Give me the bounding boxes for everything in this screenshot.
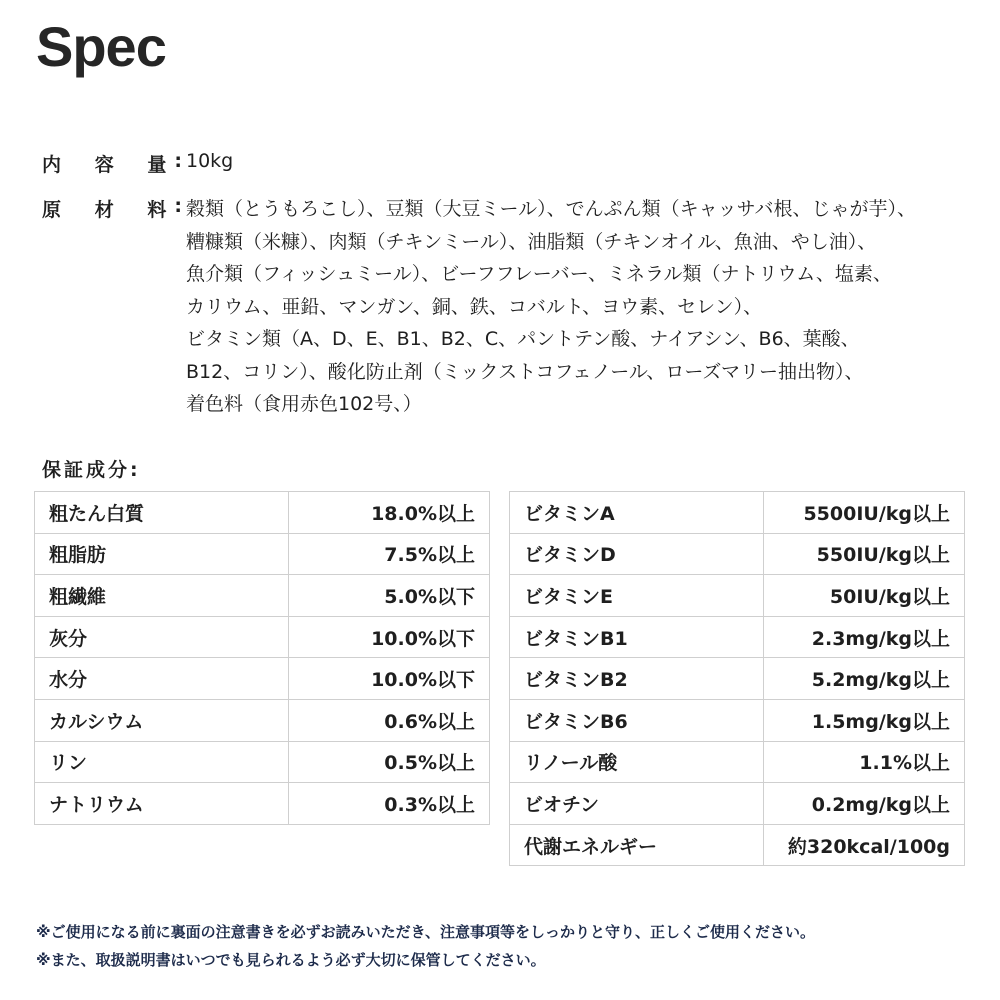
nutrient-name: リン xyxy=(35,741,289,783)
table-row xyxy=(510,741,965,783)
table-row xyxy=(35,492,490,534)
nutrient-value: 2.3mg/kg以上 xyxy=(764,616,965,658)
ingredients-line: 魚介類（フィッシュミール）、ビーフフレーバー、ミネラル類（ナトリウム、塩素、 xyxy=(186,263,892,285)
content-value: 10kg xyxy=(186,150,234,172)
table-row xyxy=(35,783,490,825)
table-row xyxy=(35,741,490,783)
ingredients-line: ビタミン類（A、D、E、B1、B2、C、パントテン酸、ナイアシン、B6、葉酸、 xyxy=(186,328,860,350)
nutrient-value: 5500IU/kg以上 xyxy=(764,492,965,534)
usage-notes xyxy=(36,918,815,974)
table-row xyxy=(35,575,490,617)
page-title: Spec xyxy=(36,15,166,78)
table-row xyxy=(35,699,490,741)
nutrient-name: リノール酸 xyxy=(510,741,764,783)
table-row xyxy=(510,658,965,700)
nutrient-value: 10.0%以下 xyxy=(289,616,490,658)
nutrient-name: ビオチン xyxy=(510,783,764,825)
table-row xyxy=(510,824,965,866)
nutrient-value: 1.5mg/kg以上 xyxy=(764,699,965,741)
nutrient-value: 0.5%以上 xyxy=(289,741,490,783)
nutrient-name: 粗たん白質 xyxy=(35,492,289,534)
table-row xyxy=(510,699,965,741)
nutrient-table-left xyxy=(34,491,490,825)
nutrient-table-right xyxy=(509,491,965,866)
nutrient-value: 7.5%以上 xyxy=(289,533,490,575)
table-row xyxy=(510,575,965,617)
note-line: ※ご使用になる前に裏面の注意書きを必ずお読みいただき、注意事項等をしっかりと守り、正しくご使用ください。 xyxy=(36,923,815,941)
ingredients-line: 着色料（食用赤色102号、） xyxy=(186,393,422,415)
nutrient-name: 粗脂肪 xyxy=(35,533,289,575)
table-row xyxy=(510,616,965,658)
table-row xyxy=(35,658,490,700)
label-char: 内 xyxy=(42,154,62,176)
content-label: 内 容 量 : xyxy=(42,150,182,176)
nutrient-value: 1.1%以上 xyxy=(764,741,965,783)
label-char: 料 xyxy=(147,199,167,221)
label-char: 容 xyxy=(94,154,114,176)
nutrient-name: 粗繊維 xyxy=(35,575,289,617)
nutrient-name: 水分 xyxy=(35,658,289,700)
ingredients-line: 穀類（とうもろこし）、豆類（大豆ミール）、でんぷん類（キャッサバ根、じゃが芋）、 xyxy=(186,198,916,220)
label-char: 量 xyxy=(147,154,167,176)
nutrient-name: ビタミンD xyxy=(510,533,764,575)
ingredients-list xyxy=(186,193,986,421)
nutrient-value: 0.6%以上 xyxy=(289,699,490,741)
nutrient-value: 50IU/kg以上 xyxy=(764,575,965,617)
nutrient-value: 0.2mg/kg以上 xyxy=(764,783,965,825)
nutrient-name: ビタミンB2 xyxy=(510,658,764,700)
nutrient-value: 5.0%以下 xyxy=(289,575,490,617)
note-line: ※また、取扱説明書はいつでも見られるよう必ず大切に保管してください。 xyxy=(36,951,546,969)
nutrient-value: 18.0%以上 xyxy=(289,492,490,534)
ingredients-label-text xyxy=(42,195,172,222)
ingredients-label: 原 材 料 : xyxy=(42,195,182,221)
nutrient-name: 代謝エネルギー xyxy=(510,824,764,866)
nutrient-name: 灰分 xyxy=(35,616,289,658)
table-row xyxy=(35,533,490,575)
nutrient-name: ナトリウム xyxy=(35,783,289,825)
label-char: 原 xyxy=(42,199,62,221)
content-label-text xyxy=(42,150,172,177)
table-row xyxy=(510,533,965,575)
nutrient-value: 約320kcal/100g xyxy=(764,824,965,866)
nutrient-name: カルシウム xyxy=(35,699,289,741)
nutrient-value: 550IU/kg以上 xyxy=(764,533,965,575)
ingredients-line: 糟糠類（米糠）、肉類（チキンミール）、油脂類（チキンオイル、魚油、やし油）、 xyxy=(186,230,877,253)
nutrient-name: ビタミンB1 xyxy=(510,616,764,658)
label-char: 材 xyxy=(94,199,114,221)
nutrient-value: 5.2mg/kg以上 xyxy=(764,658,965,700)
table-row xyxy=(510,783,965,825)
ingredients-line: B12、コリン）、酸化防止剤（ミックストコフェノール、ローズマリー抽出物）、 xyxy=(186,360,864,383)
nutrient-value: 0.3%以上 xyxy=(289,783,490,825)
ingredients-line: カリウム、亜鉛、マンガン、銅、鉄、コバルト、ヨウ素、セレン）、 xyxy=(186,295,763,318)
nutrient-name: ビタミンA xyxy=(510,492,764,534)
nutrient-value: 10.0%以下 xyxy=(289,658,490,700)
table-row xyxy=(35,616,490,658)
nutrient-name: ビタミンE xyxy=(510,575,764,617)
table-row xyxy=(510,492,965,534)
guarantee-heading: 保証成分: xyxy=(42,459,141,481)
nutrient-name: ビタミンB6 xyxy=(510,699,764,741)
